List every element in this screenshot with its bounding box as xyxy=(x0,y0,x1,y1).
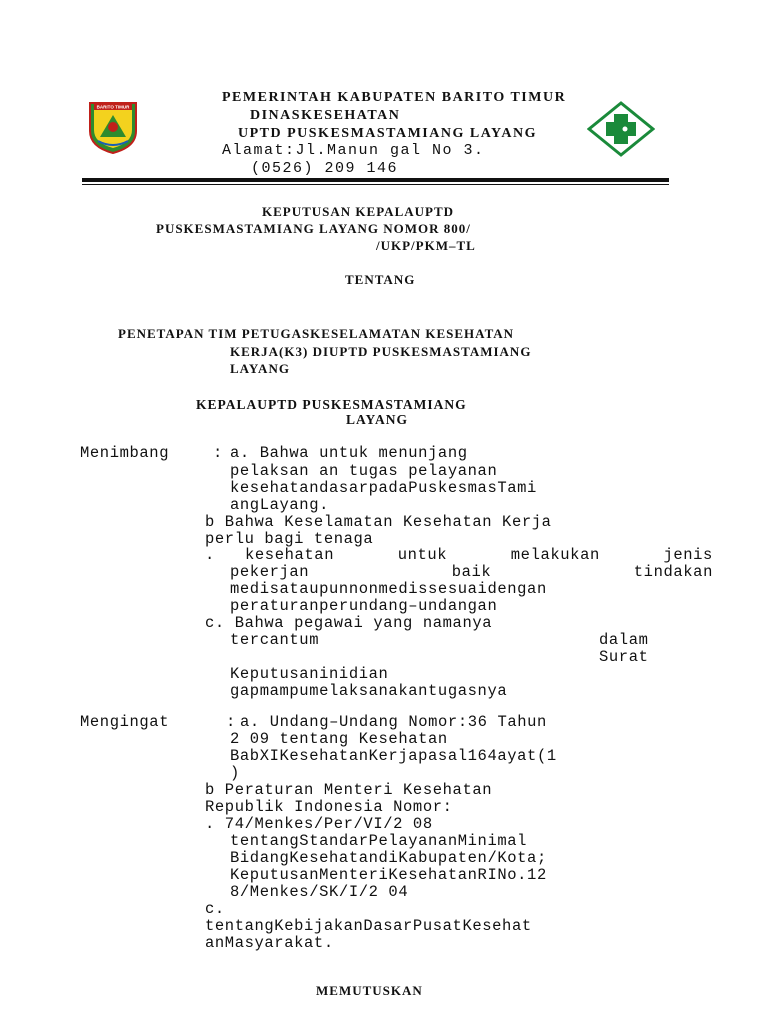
mengingat-a-line3: BabXIKesehatanKerjapasal164ayat(1 xyxy=(230,747,557,765)
menimbang-a-line1: a. Bahwa untuk menunjang xyxy=(230,444,468,462)
decree-subject-line1: PENETAPAN TIM PETUGASKESELAMATAN KESEHATAN xyxy=(118,326,515,341)
word: melakukan xyxy=(510,546,600,564)
letterhead-phone: (0526) 209 146 xyxy=(251,160,399,177)
word: jenis xyxy=(663,546,713,564)
mengingat-c-line2: tentangKebijakanDasarPusatKesehat xyxy=(205,917,532,935)
memutuskan-heading: MEMUTUSKAN xyxy=(316,983,423,998)
menimbang-b-line3 xyxy=(245,546,713,564)
mengingat-a-line2: 2 09 tentang Kesehatan xyxy=(230,730,448,748)
word: pekerjan xyxy=(230,563,310,581)
menimbang-label: Menimbang xyxy=(80,444,170,462)
letterhead-address: Alamat:Jl.Manun gal No 3. xyxy=(222,142,485,159)
menimbang-c-line4: Keputusaninidian xyxy=(230,665,389,683)
mengingat-c-line3: anMasyarakat. xyxy=(205,934,334,952)
mengingat-a-line1: a. Undang–Undang Nomor:36 Tahun xyxy=(240,713,547,731)
mengingat-c-line1: c. xyxy=(205,900,225,918)
menimbang-a-line4: angLayang. xyxy=(230,496,330,514)
emblem-text: BARITO TIMUR xyxy=(96,104,130,110)
menimbang-b-line1: b Bahwa Keselamatan Kesehatan Kerja xyxy=(205,513,552,531)
menimbang-c-line2-right: dalam xyxy=(599,631,649,649)
decree-title-line2: PUSKESMASTAMIANG LAYANG NOMOR 800/ xyxy=(156,221,471,236)
menimbang-b-line2: perlu bagi tenaga xyxy=(205,530,374,548)
word: baik xyxy=(451,563,492,581)
word: kesehatan xyxy=(245,546,335,564)
mengingat-b-line3: . 74/Menkes/Per/VI/2 08 xyxy=(205,815,433,833)
letterhead-uptd: UPTD PUSKESMASTAMIANG LAYANG xyxy=(238,126,537,141)
decree-subject-line2: KERJA(K3) DIUPTD PUSKESMASTAMIANG xyxy=(230,344,532,359)
decree-number: /UKP/PKM–TL xyxy=(376,238,476,253)
mengingat-a-line4: ) xyxy=(230,764,240,782)
mengingat-b-line2: Republik Indonesia Nomor: xyxy=(205,798,453,816)
mengingat-label: Mengingat xyxy=(80,713,170,731)
menimbang-a-line3: kesehatandasarpadaPuskesmasTami xyxy=(230,479,537,497)
menimbang-colon: : xyxy=(213,444,223,462)
decree-subject-line3: LAYANG xyxy=(230,361,290,376)
decree-head-line1: KEPALAUPTD PUSKESMASTAMIANG xyxy=(196,397,467,412)
mengingat-b-line1: b Peraturan Menteri Kesehatan xyxy=(205,781,493,799)
decree-head-line2: LAYANG xyxy=(346,412,409,427)
decree-title-line1: KEPUTUSAN KEPALAUPTD xyxy=(262,204,455,219)
puskesmas-cross-logo-icon xyxy=(587,101,655,157)
letterhead-agency: DINASKESEHATAN xyxy=(250,108,401,123)
decree-tentang: TENTANG xyxy=(345,272,416,287)
menimbang-c-line1: c. Bahwa pegawai yang namanya xyxy=(205,614,493,632)
letterhead-divider-thick xyxy=(82,178,669,182)
word: tindakan xyxy=(633,563,713,581)
menimbang-c-line2-left: tercantum xyxy=(230,631,320,649)
menimbang-b-line4 xyxy=(230,563,713,581)
letterhead-government: PEMERINTAH KABUPATEN BARITO TIMUR xyxy=(222,90,567,105)
menimbang-c-line3-right: Surat xyxy=(599,648,649,666)
mengingat-b-line7: 8/Menkes/SK/I/2 04 xyxy=(230,883,409,901)
barito-timur-emblem-icon xyxy=(84,97,142,155)
mengingat-colon: : xyxy=(226,713,236,731)
mengingat-b-line5: BidangKesehatandiKabupaten/Kota; xyxy=(230,849,547,867)
mengingat-b-line6: KeputusanMenteriKesehatanRINo.12 xyxy=(230,866,547,884)
letterhead-divider-thin xyxy=(82,184,669,185)
menimbang-b-line6: peraturanperundang–undangan xyxy=(230,597,498,615)
menimbang-c-line5: gapmampumelaksanakantugasnya xyxy=(230,682,508,700)
menimbang-b-line5: medisataupunnonmedissesuaidengan xyxy=(230,580,547,598)
mengingat-b-line4: tentangStandarPelayananMinimal xyxy=(230,832,528,850)
word: untuk xyxy=(397,546,448,564)
menimbang-b-dot: . xyxy=(205,546,215,564)
menimbang-a-line2: pelaksan an tugas pelayanan xyxy=(230,462,498,480)
